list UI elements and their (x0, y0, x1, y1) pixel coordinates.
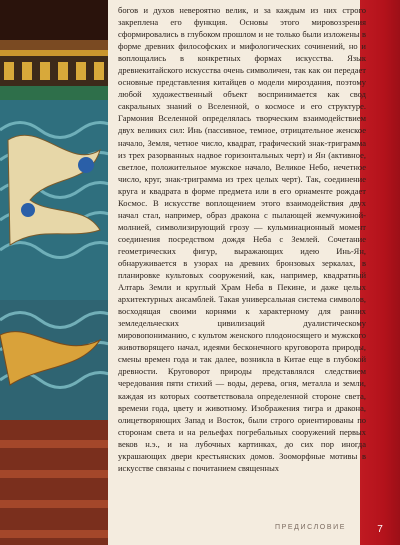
page-number: 7 (377, 524, 383, 535)
body-paragraph: богов и духов невероятно велик, и за каждым из них строго закреплена его функция. Основы этого мировоззрения сформировались в глубоком прошлом и не только были изложены в форме древних философских и мифологических сочинений, но и воплощались в конкретных формах искусства. Язык древнекитайского искусства очень символичен, так как он передает основные представления китайцев о модели мироздания, поэтому любой художественный объект воспринимается как свод сакральных знаний о Вселенной, о космосе и его структуре. Гармония Вселенной определялась творческим взаимодействием двух великих сил: Инь (пассивное, темное, отрицательное женское начало, Земля, четное число, квадрат, графический знак-триграмма из трех разорванных надвое горизонтальных черт) и Ян (активное, светлое, положительное мужское начало, Великое Небо, нечетное число, круг, знак-триграмма из трех целых черт). Так, соединение круга и квадрата в форме предмета или в его орнаменте рождает Космос. В искусстве воплощением этого взаимодействия двух начал стал, например, образ дракона с пылающей жемчужиной-молнией, символизирующий грозу — кульминационный момент соединения посредством дождя Неба с Землей. Сочетание геометрических фигур, выражающих идею Инь-Ян, обнаруживается в узорах на древних бронзовых зеркалах, в планировке культовых сооружений, как, например, квадратный Алтарь Земли и круглый Храм Неба в Пекине, и даже целых архитектурных ансамблей. Такая универсальная система символов, восходящая своими корнями к характерному для ранних земледельческих цивилизаций дуалистическому мировопониманию, с культом женского плодоносящего и мужского животворящего начал, идеями бесконечного круговорота природы, смены времен года и так далее, возникла в Китае еще в глубокой древности. Круговорот природы представлялся следствием чередования пяти стихий — воды, дерева, огня, металла и земли, каждая из которых соответствовала определенной стороне света, времени года, цвету и животному. Изображения тигра и дракона, олицетворяющих Запад и Восток, были строго ориентированы по сторонам света и на рельефах погребальных сооружений первых веков н.э., и на лубочных картинках, до сих пор иногда украшающих двери крестьянских домов. Зооморфные мотивы в искусстве связаны с почитанием священных (118, 5, 366, 473)
article-body (118, 4, 366, 474)
dragon-wall-illustration (0, 0, 108, 545)
dragon-wall-photo (0, 0, 108, 545)
page-edge-accent-bar (360, 0, 400, 545)
running-footer-section: ПРЕДИСЛОВИЕ (275, 524, 346, 531)
